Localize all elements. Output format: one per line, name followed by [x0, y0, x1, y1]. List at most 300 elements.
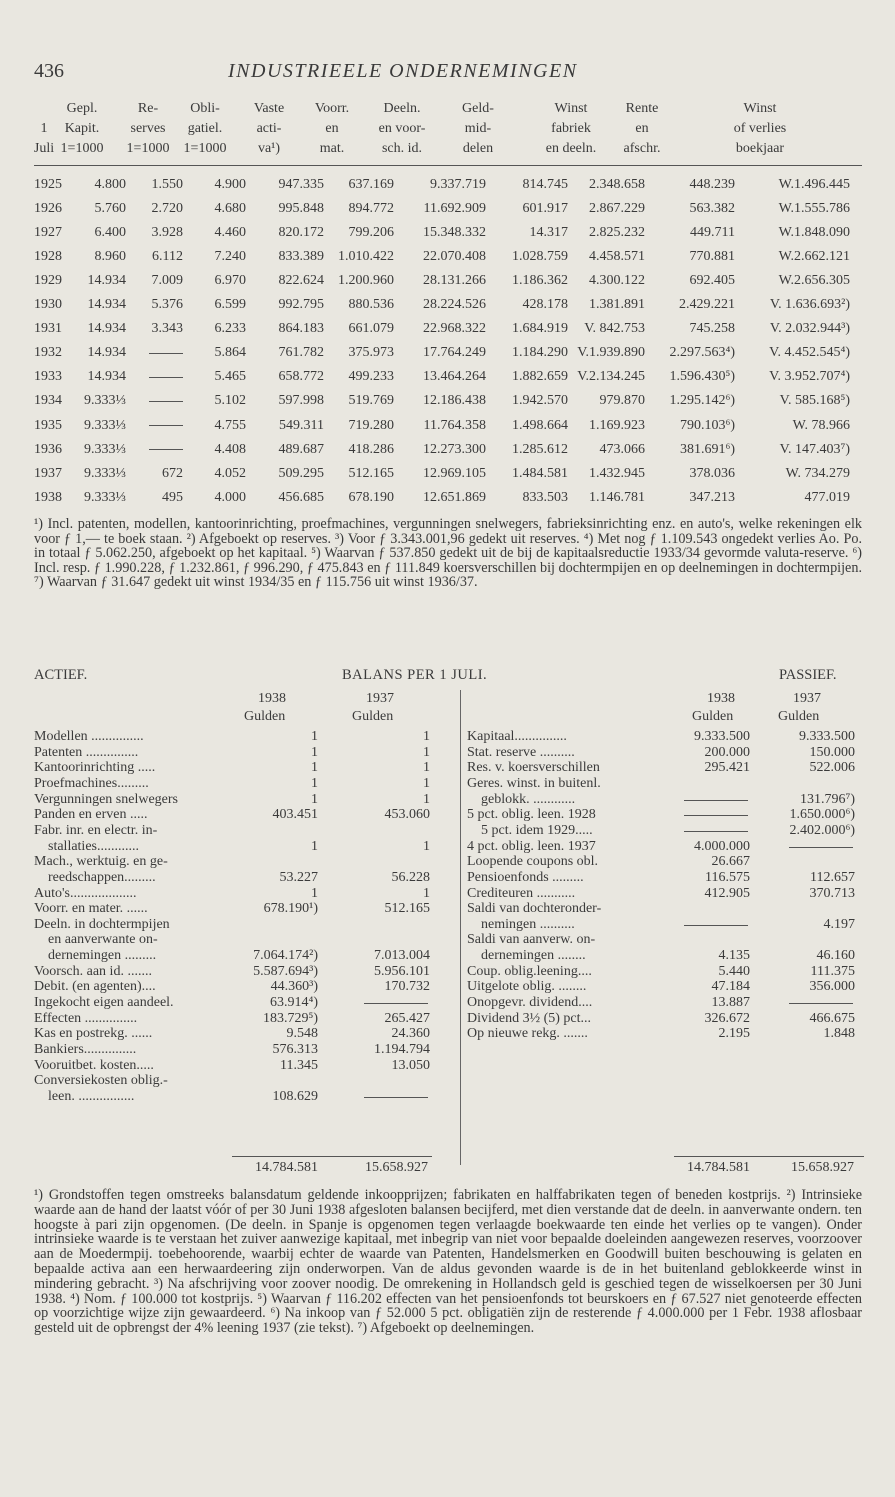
stats-cell: 1.184.290	[512, 345, 568, 361]
balance-label: reedschappen.........	[34, 869, 156, 885]
stats-header-cell: Rente	[625, 101, 659, 116]
stats-cell: 4.408	[214, 441, 246, 457]
stats-row	[0, 345, 895, 369]
stats-header-cell: Deeln.	[383, 101, 421, 116]
stats-cell: 979.870	[599, 393, 645, 409]
balance-value	[684, 925, 748, 926]
stats-cell: 6.599	[214, 297, 246, 313]
stats-cell: 1.186.362	[512, 273, 568, 289]
stats-cell: V. 1.636.693²)	[769, 297, 850, 313]
balance-value: 47.184	[711, 979, 750, 995]
balance-label: Pensioenfonds .........	[467, 869, 584, 885]
balance-value: 453.060	[384, 807, 430, 823]
stats-cell: W. 734.279	[785, 465, 850, 481]
balance-label: Voorsch. aan id. .......	[34, 963, 152, 979]
stats-row	[0, 273, 895, 297]
stats-cell: 17.764.249	[423, 345, 486, 361]
stats-cell: V. 4.452.545⁴)	[769, 345, 850, 361]
stats-header-cell: 1	[40, 121, 48, 136]
balance-label: Deeln. in dochtermpijen	[34, 916, 170, 932]
stats-cell: 1.295.142⁶)	[669, 393, 735, 409]
stats-cell: 1931	[34, 321, 62, 337]
balance-value: 170.732	[384, 979, 430, 995]
stats-cell: 1937	[34, 465, 62, 481]
stats-cell: 597.998	[278, 393, 324, 409]
stats-cell: W.1.555.786	[778, 201, 850, 217]
stats-cell: 456.685	[278, 489, 324, 505]
balance-value: 370.713	[809, 885, 855, 901]
balance-label: Patenten ...............	[34, 744, 139, 760]
balance-value: 1	[423, 838, 430, 854]
balance-label: Modellen ...............	[34, 729, 144, 744]
stats-cell: 22.968.322	[423, 321, 486, 337]
balance-label: Fabr. inr. en electr. in-	[34, 822, 158, 838]
stats-cell: 4.458.571	[589, 249, 645, 265]
actief-total-rule	[232, 1156, 432, 1157]
stats-cell: 347.213	[689, 489, 735, 505]
stats-cell: 14.317	[529, 225, 568, 241]
stats-header-cell: Gepl.	[66, 101, 98, 116]
balance-label: Conversiekosten oblig.-	[34, 1073, 168, 1089]
balance-label: Effecten ...............	[34, 1010, 138, 1026]
stats-cell: V. 2.032.944³)	[769, 321, 850, 337]
stats-row	[0, 201, 895, 225]
actief-unit-1938: Gulden	[244, 709, 286, 724]
balance-value: 183.729⁵)	[262, 1010, 318, 1026]
stats-header-cell: Voorr.	[314, 101, 350, 116]
stats-cell: 1.285.612	[512, 441, 568, 457]
stats-cell: 473.066	[599, 441, 645, 457]
passief-total-1937: 15.658.927	[791, 1160, 854, 1175]
stats-cell: W.1.496.445	[778, 177, 850, 192]
balance-value: 9.333.500	[694, 729, 750, 744]
stats-cell: 4.900	[214, 177, 246, 192]
balance-label: Auto's...................	[34, 885, 137, 901]
stats-cell: V.2.134.245	[577, 369, 645, 385]
stats-cell: 449.711	[690, 225, 735, 241]
balance-value: 200.000	[704, 744, 750, 760]
stats-cell: 12.969.105	[423, 465, 486, 481]
balance-value: 1	[423, 760, 430, 776]
stats-header-cell: 1=1000	[183, 141, 227, 156]
balance-value: 1	[423, 729, 430, 744]
passief-total-rule	[674, 1156, 864, 1157]
stats-cell: 11.764.358	[423, 417, 486, 433]
stats-cell	[149, 418, 183, 434]
stats-row	[0, 466, 895, 490]
balance-value: 13.050	[391, 1057, 430, 1073]
stats-cell: 375.973	[348, 345, 394, 361]
stats-cell: 1929	[34, 273, 62, 289]
balance-label: Ingekocht eigen aandeel.	[34, 995, 174, 1011]
stats-cell: 3.928	[151, 225, 183, 241]
stats-cell: 672	[162, 465, 183, 481]
stats-row	[0, 393, 895, 417]
balance-value: 1	[311, 760, 318, 776]
stats-cell: 7.240	[214, 249, 246, 265]
stats-cell: 418.286	[348, 441, 394, 457]
balance-label: Op nieuwe rekg. .......	[467, 1026, 588, 1042]
stats-row	[0, 418, 895, 442]
stats-cell: W.2.656.305	[778, 273, 850, 289]
stats-cell: 761.782	[278, 345, 324, 361]
stats-header-cell: en voor-	[378, 121, 426, 136]
stats-cell: 4.000	[214, 489, 246, 505]
stats-cell: 1.432.945	[589, 465, 645, 481]
stats-cell: 790.103⁶)	[679, 417, 735, 433]
stats-cell: 14.934	[87, 345, 126, 361]
stats-cell: 22.070.408	[423, 249, 486, 265]
stats-cell: 14.934	[87, 369, 126, 385]
passief-total-1938: 14.784.581	[687, 1160, 750, 1175]
stats-row	[0, 369, 895, 393]
balance-value: 1	[423, 885, 430, 901]
stats-cell: 1.010.422	[338, 249, 394, 265]
stats-cell: 8.960	[94, 249, 126, 265]
stats-cell: 11.692.909	[423, 201, 486, 217]
stats-header-cell: of verlies	[733, 121, 787, 136]
stats-cell: 14.934	[87, 297, 126, 313]
actief-total-1937: 15.658.927	[365, 1160, 428, 1175]
stats-cell: 2.720	[151, 201, 183, 217]
balance-label: Geres. winst. in buitenl.	[467, 775, 601, 791]
stats-cell: 947.335	[278, 177, 324, 192]
balance-value: 131.796⁷)	[799, 791, 855, 807]
balance-value: 7.064.174²)	[253, 948, 318, 964]
balance-value	[364, 1097, 428, 1098]
passief-year-1937: 1937	[793, 691, 821, 706]
balance-value: 112.657	[810, 869, 855, 885]
stats-cell: 5.465	[214, 369, 246, 385]
stats-header-cell: 1=1000	[126, 141, 170, 156]
balance-value: 1	[423, 791, 430, 807]
dash-mark	[149, 377, 183, 378]
balance-value: 26.667	[711, 854, 750, 870]
balance-value: 108.629	[272, 1088, 318, 1104]
balance-label: Mach., werktuig. en ge-	[34, 854, 168, 870]
stats-cell: 1.028.759	[512, 249, 568, 265]
stats-cell: 820.172	[278, 225, 324, 241]
balance-value: 295.421	[704, 760, 750, 776]
stats-cell: 1927	[34, 225, 62, 241]
balance-value: 5.440	[718, 963, 750, 979]
stats-cell: 1933	[34, 369, 62, 385]
stats-cell: 495	[162, 489, 183, 505]
actief-total-1938: 14.784.581	[255, 1160, 318, 1175]
stats-cell: 5.864	[214, 345, 246, 361]
passief-unit-1938: Gulden	[692, 709, 734, 724]
actief-year-1938: 1938	[258, 691, 286, 706]
balance-value: 53.227	[279, 869, 318, 885]
balance-value: 1	[311, 729, 318, 744]
stats-cell: 745.258	[689, 321, 735, 337]
stats-cell: 2.348.658	[589, 177, 645, 192]
stats-cell: 12.186.438	[423, 393, 486, 409]
stats-footnote: ¹) Incl. patenten, modellen, kantoorinrichting, proefmachines, vergunningen snelwegers, fabrieksinrichting enz. en auto's, welke rekeningen elk voor ƒ 1,— te boek staan. ²) Afgeboekt op reserves. ³) Voor ƒ 3.343.001,96 gedekt uit reserves. ⁴) Met nog ƒ 1.109.543 ongedekt verlies Ao. Po. in totaal ƒ 5.062.250, afgeboekt op het kapitaal. ⁵) Waarvan ƒ 537.850 gedekt uit de bij de kapitaalsreductie 1933/34 gevormde valuta-reserve. ⁶) Incl. resp. ƒ 1.990.228, ƒ 1.232.861, ƒ 996.290, ƒ 475.843 en ƒ 111.849 koersverschillen bij dochtermpijen en op deelnemingen in dochtermpijen. ⁷) Waarvan ƒ 31.647 gedekt uit winst 1934/35 en ƒ 115.756 uit winst 1936/37.	[34, 516, 862, 591]
stats-header-cell: mat.	[319, 141, 345, 156]
stats-cell: 4.755	[214, 417, 246, 433]
stats-cell: 1.596.430⁵)	[669, 369, 735, 385]
stats-cell: V. 842.753	[584, 321, 645, 337]
balance-label: Dividend 3½ (5) pct...	[467, 1010, 592, 1026]
balance-label: nemingen ..........	[467, 916, 575, 932]
stats-cell: 6.970	[214, 273, 246, 289]
stats-row	[0, 442, 895, 466]
stats-cell: V. 585.168⁵)	[779, 393, 850, 409]
stats-cell: 14.934	[87, 273, 126, 289]
stats-cell: 678.190	[348, 489, 394, 505]
balance-value: 522.006	[809, 760, 855, 776]
balance-value: 63.914⁴)	[269, 995, 318, 1011]
stats-cell: 28.224.526	[423, 297, 486, 313]
stats-cell: 1.882.659	[512, 369, 568, 385]
actief-heading: ACTIEF.	[34, 667, 88, 683]
balance-value: 4.000.000	[694, 838, 750, 854]
stats-cell: 15.348.332	[423, 225, 486, 241]
stats-cell: 477.019	[804, 489, 850, 505]
balance-label: Coup. oblig.leening....	[467, 963, 592, 979]
stats-cell: 4.800	[94, 177, 126, 192]
passief-heading: PASSIEF.	[779, 667, 837, 683]
stats-cell: V. 147.403⁷)	[779, 441, 850, 457]
stats-cell: 833.389	[278, 249, 324, 265]
stats-header-cell: en deeln.	[545, 141, 597, 156]
stats-cell: 12.273.300	[423, 441, 486, 457]
balance-label: Proefmachines.........	[34, 775, 149, 791]
balance-value: 1.194.794	[374, 1042, 430, 1057]
stats-header-cell: Winst	[554, 101, 588, 116]
stats-row	[0, 490, 895, 514]
stats-cell: 1.169.923	[589, 417, 645, 433]
balance-value: 512.165	[384, 901, 430, 917]
balance-value: 46.160	[816, 948, 855, 964]
stats-header-cell: en	[635, 121, 649, 136]
balance-label: Kantoorinrichting .....	[34, 760, 156, 776]
stats-row	[0, 249, 895, 273]
stats-cell: 833.503	[522, 489, 568, 505]
stats-header-cell: Juli	[33, 141, 55, 156]
stats-cell: 9.333⅓	[84, 441, 126, 457]
balance-value: 1	[311, 791, 318, 807]
dash-mark	[149, 449, 183, 450]
balance-footnote: ¹) Grondstoffen tegen omstreeks balansdatum geldende inkoopprijzen; fabrikaten en halffabrikaten tegen of beneden kostprijs. ²) Intrinsieke waarde aan de hand der laatst vóór of per 30 Juni 1938 afgesloten balansen becijferd, met dien verstande dat de deeln. in aanverwante ondern. ten hoogste à pari zijn opgenomen. (De deeln. in Spanje is opgenomen tegen verlaagde boekwaarde ten einde het verlies op te vangen). Onder intrinsieke waarde is te verstaan het zuiver aanwezige kapitaal, met inbegrip van niet voor bepaalde doeleinden aangewezen reserves, voorzoover aan de Moedermpij. toebehoorende, waarbij echter de waarde van Patenten, Handelsmerken en Goodwill buiten beschouwing is gelaten en bepaalde activa aan een herwaardeering zijn onderworpen. Van de aldus gevonden waarde is de in het buitenland geblokkeerde winst in mindering gebracht. ³) Na afschrijving voor zoover noodig. De omrekening in Hollandsch geld is geschied tegen de wisselkoersen per 30 Juni 1938. ⁴) Nom. ƒ 100.000 tot kostprijs. ⁵) Waarvan ƒ 116.202 effecten van het pensioenfonds tot beurskoers en ƒ 67.527 niet genoteerde effecten op voorzichtige wijze zijn gewaardeerd. ⁶) Na inkoop van ƒ 52.000 5 pct. obligatiën zijn de resterende ƒ 4.000.000 per 1 Febr. 1938 aflosbaar gesteld uit de opbrengst der 4% leening 1937 (zie tekst). ⁷) Afgeboekt op deelnemingen.	[34, 1187, 862, 1337]
stats-cell: 9.337.719	[430, 177, 486, 192]
stats-cell: 1936	[34, 441, 62, 457]
balance-label: geblokk. ............	[467, 791, 576, 807]
stats-cell: 814.745	[522, 177, 568, 192]
balance-label: Vergunningen snelwegers	[34, 791, 178, 807]
stats-cell: 499.233	[348, 369, 394, 385]
stats-cell: 1.146.781	[589, 489, 645, 505]
stats-cell: 4.460	[214, 225, 246, 241]
stats-cell: 799.206	[348, 225, 394, 241]
balance-value: 150.000	[809, 744, 855, 760]
stats-cell: 9.333⅓	[84, 489, 126, 505]
stats-header-cell: va¹)	[257, 141, 281, 156]
balance-value: 1	[423, 775, 430, 791]
balance-value: 2.195	[718, 1026, 750, 1042]
balance-value: 2.402.000⁶)	[789, 822, 855, 838]
balance-value: 116.575	[705, 869, 750, 885]
stats-cell: 5.376	[151, 297, 183, 313]
dash-mark	[149, 401, 183, 402]
balance-value: 1	[423, 744, 430, 760]
balance-label: Onopgevr. dividend....	[467, 995, 593, 1011]
stats-cell: 5.102	[214, 393, 246, 409]
stats-header-cell: serves	[130, 121, 166, 136]
balance-label: stallaties............	[34, 838, 139, 854]
stats-header-cell: Re-	[137, 101, 159, 116]
balance-label: Vooruitbet. kosten.....	[34, 1057, 154, 1073]
stats-cell: 601.917	[522, 201, 568, 217]
stats-cell: 9.333⅓	[84, 417, 126, 433]
stats-cell: V.1.939.890	[577, 345, 645, 361]
running-title: INDUSTRIEELE ONDERNEMINGEN	[228, 60, 578, 82]
passief-unit-1937: Gulden	[778, 709, 820, 724]
stats-cell: 1.484.581	[512, 465, 568, 481]
stats-cell: 12.651.869	[423, 489, 486, 505]
balance-label: Loopende coupons obl.	[467, 854, 599, 870]
stats-cell: 14.934	[87, 321, 126, 337]
stats-cell: 519.769	[348, 393, 394, 409]
balance-value: 1.650.000⁶)	[789, 807, 855, 823]
stats-cell: 770.881	[689, 249, 735, 265]
balance-label: Voorr. en mater. ......	[34, 901, 148, 917]
stats-header-cell: afschr.	[623, 141, 661, 156]
stats-cell: 995.848	[278, 201, 324, 217]
balance-value: 24.360	[391, 1026, 430, 1042]
stats-cell: 1935	[34, 417, 62, 433]
stats-cell: 6.400	[94, 225, 126, 241]
balance-label: 4 pct. oblig. leen. 1937	[467, 838, 596, 854]
balance-value: 678.190¹)	[263, 901, 318, 917]
stats-cell: 378.036	[689, 465, 735, 481]
balance-value: 4.135	[718, 948, 750, 964]
stats-cell: 4.680	[214, 201, 246, 217]
balance-label: dernemingen ........	[467, 948, 586, 964]
stats-cell: 992.795	[278, 297, 324, 313]
balance-value: 1	[311, 744, 318, 760]
page-number: 436	[34, 60, 64, 82]
stats-cell: 3.343	[151, 321, 183, 337]
stats-header-cell: Obli-	[190, 101, 220, 116]
stats-cell: 1925	[34, 177, 62, 192]
balance-value: 111.375	[810, 963, 855, 979]
stats-cell: 864.183	[278, 321, 324, 337]
stats-cell: 880.536	[348, 297, 394, 313]
stats-cell: 692.405	[689, 273, 735, 289]
balance-label: 5 pct. idem 1929.....	[467, 822, 593, 838]
balance-label: Res. v. koersverschillen	[467, 760, 600, 776]
stats-cell: 2.825.232	[589, 225, 645, 241]
balance-label: Saldi van aanverw. on-	[467, 932, 596, 948]
stats-cell: 1928	[34, 249, 62, 265]
stats-header-cell: delen	[462, 141, 494, 156]
stats-header-cell: sch. id.	[381, 141, 423, 156]
balance-label: leen. ................	[34, 1088, 135, 1104]
stats-cell: 5.760	[94, 201, 126, 217]
balance-heading: BALANS PER 1 JULI.	[342, 667, 488, 683]
actief-year-1937: 1937	[366, 691, 394, 706]
dash-mark	[149, 353, 183, 354]
stats-cell: 1.550	[151, 177, 183, 192]
balance-value: 9.548	[286, 1026, 318, 1042]
stats-header-cell: boekjaar	[735, 141, 785, 156]
balance-value: 4.197	[823, 916, 855, 932]
balance-value: 265.427	[384, 1010, 430, 1026]
stats-cell: 28.131.266	[423, 273, 486, 289]
stats-row	[0, 297, 895, 321]
stats-row	[0, 321, 895, 345]
balance-value	[684, 800, 748, 801]
balance-value: 1	[311, 838, 318, 854]
stats-cell: 9.333⅓	[84, 465, 126, 481]
balance-value: 7.013.004	[374, 948, 430, 964]
stats-cell: 6.112	[152, 249, 183, 265]
stats-cell: 1926	[34, 201, 62, 217]
balance-label: Kapitaal...............	[467, 729, 567, 744]
stats-header-cell: mid-	[464, 121, 492, 136]
stats-header-cell: Geld-	[462, 101, 494, 116]
balance-label: Stat. reserve ..........	[467, 744, 575, 760]
balance-label: 5 pct. oblig. leen. 1928	[467, 807, 596, 823]
stats-cell: 6.233	[214, 321, 246, 337]
stats-cell: 637.169	[348, 177, 394, 192]
stats-cell	[149, 369, 183, 385]
balance-label: Debit. (en agenten)....	[34, 979, 156, 995]
stats-cell: 4.052	[214, 465, 246, 481]
stats-row	[0, 177, 895, 201]
balance-value: 326.672	[704, 1010, 750, 1026]
stats-cell	[149, 442, 183, 458]
balance-label: Saldi van dochteronder-	[467, 901, 602, 917]
balance-divider	[460, 690, 461, 1165]
stats-cell: 13.464.264	[423, 369, 486, 385]
stats-cell: 509.295	[278, 465, 324, 481]
stats-header-cell: Winst	[743, 101, 777, 116]
stats-cell: 7.009	[151, 273, 183, 289]
balance-value: 1	[311, 775, 318, 791]
stats-cell: 1.498.664	[512, 417, 568, 433]
balance-label: Bankiers...............	[34, 1042, 137, 1057]
stats-cell: 1938	[34, 489, 62, 505]
stats-header-cell: Kapit.	[64, 121, 100, 136]
stats-cell	[149, 393, 183, 409]
stats-cell: 1930	[34, 297, 62, 313]
balance-value: 11.345	[280, 1057, 318, 1073]
balance-value: 56.228	[391, 869, 430, 885]
stats-cell: W.2.662.121	[778, 249, 850, 265]
balance-value	[789, 847, 853, 848]
stats-cell: 1.200.960	[338, 273, 394, 289]
balance-label: Uitgelote oblig. ........	[467, 979, 587, 995]
stats-cell: 9.333⅓	[84, 393, 126, 409]
stats-header-cell: gatiel.	[187, 121, 223, 136]
balance-value: 403.451	[272, 807, 318, 823]
balance-label: dernemingen .........	[34, 948, 157, 964]
balance-label: Panden en erven .....	[34, 807, 148, 823]
passief-year-1938: 1938	[707, 691, 735, 706]
stats-header-cell: fabriek	[551, 121, 591, 136]
stats-cell: W.1.848.090	[778, 225, 850, 241]
stats-cell: 549.311	[279, 417, 324, 433]
stats-cell: 658.772	[278, 369, 324, 385]
balance-value	[364, 1003, 428, 1004]
stats-cell: 512.165	[348, 465, 394, 481]
balance-value: 1.848	[823, 1026, 855, 1042]
stats-cell: 489.687	[278, 441, 324, 457]
balance-value	[789, 1003, 853, 1004]
